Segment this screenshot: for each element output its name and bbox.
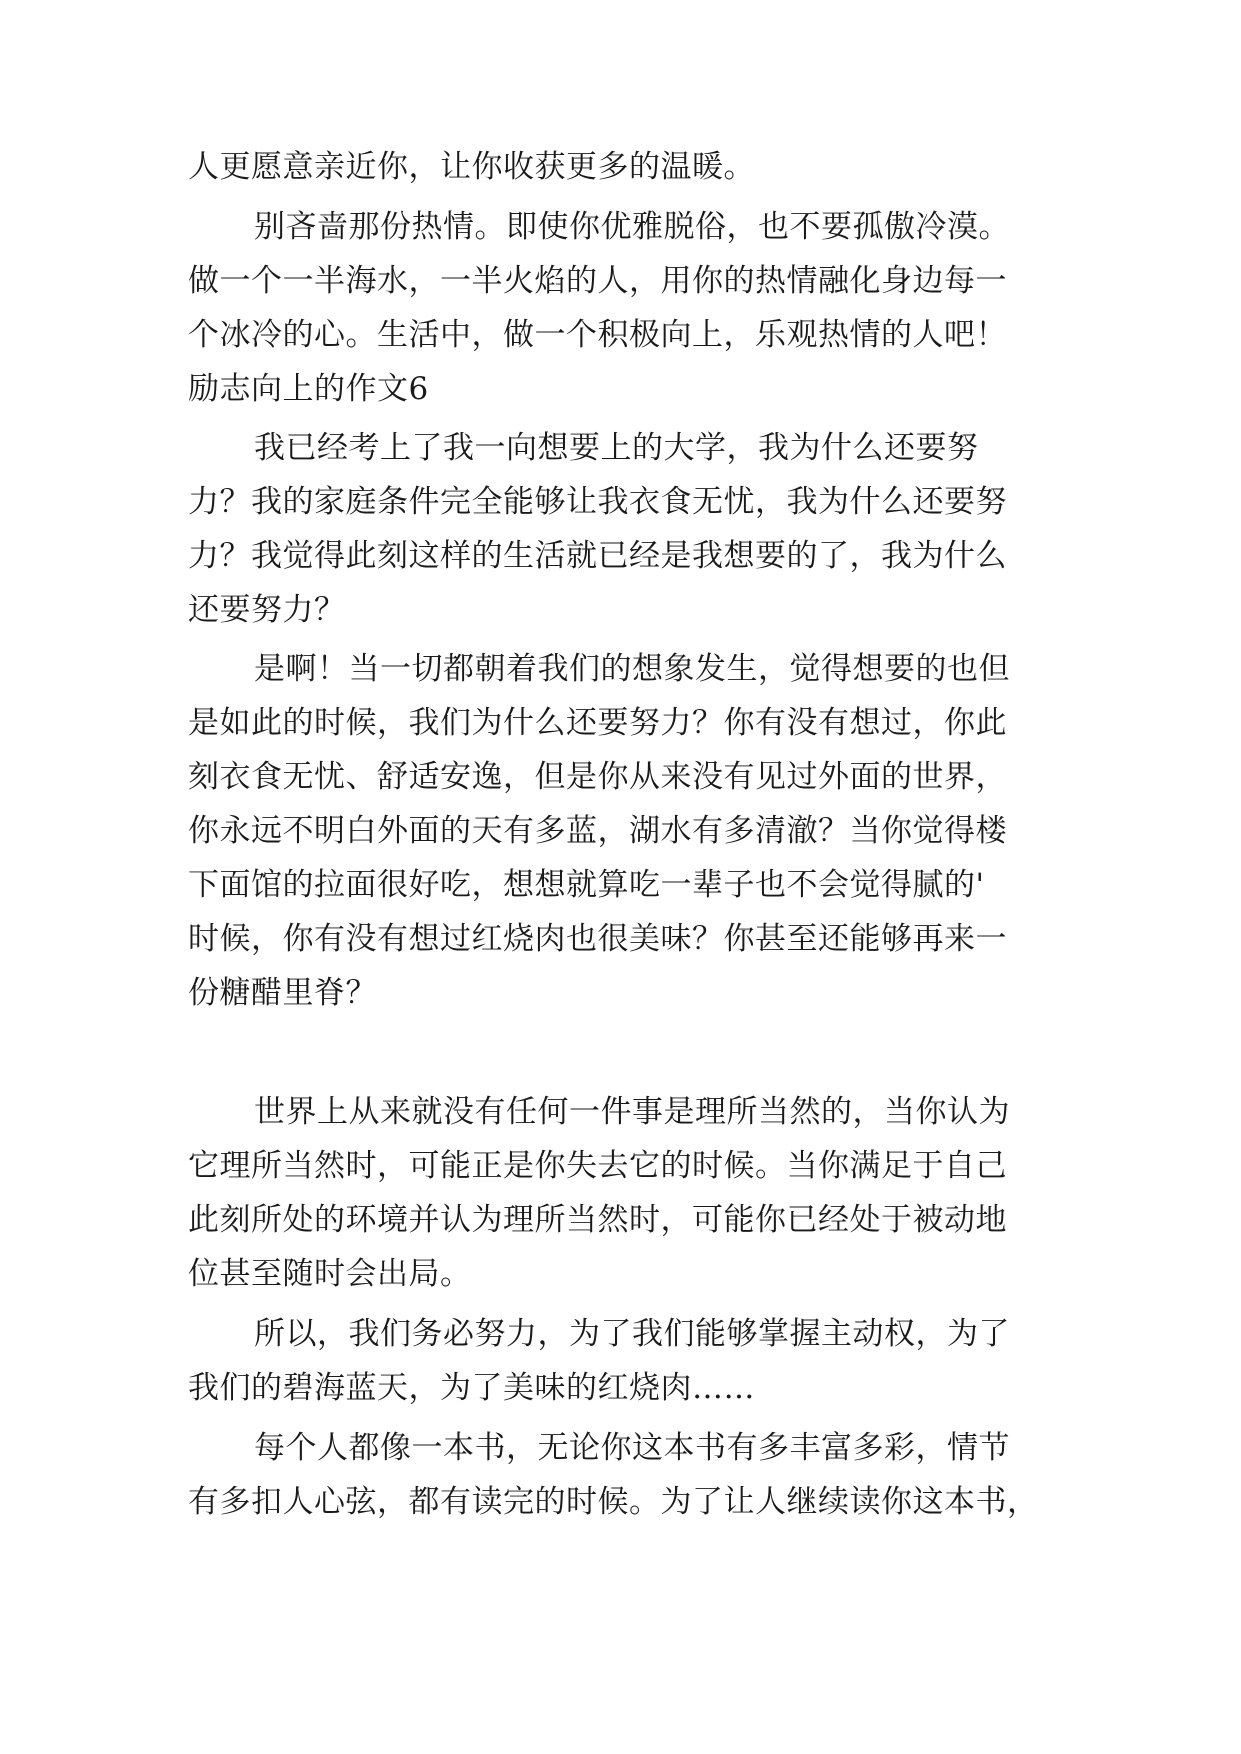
text-line: 个冰冷的心。生活中，做一个积极向上，乐观热情的人吧！ [188,317,1007,353]
text-line: 力？我觉得此刻这样的生活就已经是我想要的了，我为什么 [188,538,1007,574]
text-line: 我已经考上了我一向想要上的大学，我为什么还要努 [254,430,979,466]
text-line: 此刻所处的环境并认为理所当然时，可能你已经处于被动地 [188,1202,1007,1238]
text-line: 你永远不明白外面的天有多蓝，湖水有多清澈？当你觉得楼 [188,813,1007,849]
text-line: 力？我的家庭条件完全能够让我衣食无忧，我为什么还要努 [188,484,1007,520]
text-line: 它理所当然时，可能正是你失去它的时候。当你满足于自己 [188,1148,1007,1184]
section-heading: 励志向上的作文6 [188,371,429,407]
text-line: 还要努力？ [188,592,346,628]
text-line: 别吝啬那份热情。即使你优雅脱俗，也不要孤傲冷漠。 [254,209,1010,245]
text-line: 有多扣人心弦，都有读完的时候。为了让人继续读你这本书， [188,1484,1039,1520]
text-line: 份糖醋里脊？ [188,975,377,1011]
text-line: 做一个一半海水，一半火焰的人，用你的热情融化身边每一 [188,263,1007,299]
text-line: 世界上从来就没有任何一件事是理所当然的，当你认为 [254,1094,1010,1130]
text-line: 每个人都像一本书，无论你这本书有多丰富多彩，情节 [254,1430,1010,1466]
text-line: 时候，你有没有想过红烧肉也很美味？你甚至还能够再来一 [188,921,1007,957]
text-line: 是如此的时候，我们为什么还要努力？你有没有想过，你此 [188,705,1007,741]
text-line: 我们的碧海蓝天，为了美味的红烧肉…… [188,1370,755,1406]
text-line: 下面馆的拉面很好吃，想想就算吃一辈子也不会觉得腻的' [188,867,985,903]
text-line: 刻衣食无忧、舒适安逸，但是你从来没有见过外面的世界， [188,759,1007,795]
text-line: 所以，我们务必努力，为了我们能够掌握主动权，为了 [254,1316,1010,1352]
text-line: 位甚至随时会出局。 [188,1256,472,1292]
text-line: 人更愿意亲近你，让你收获更多的温暖。 [188,149,755,185]
text-line: 是啊！当一切都朝着我们的想象发生，觉得想要的也但 [254,651,1010,687]
